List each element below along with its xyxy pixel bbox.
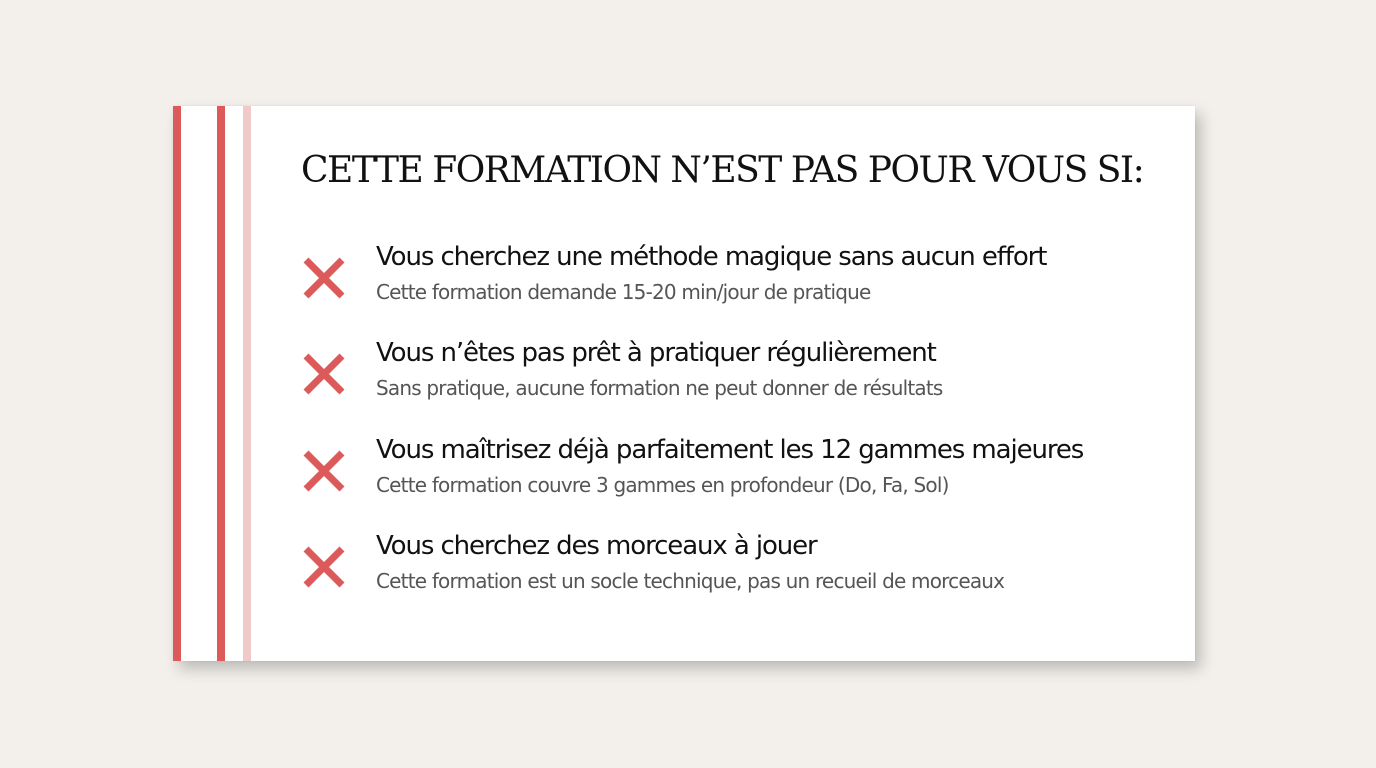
- item-title: Vous cherchez une méthode magique sans aucun effort: [376, 242, 1047, 272]
- item-title: Vous n’êtes pas prêt à pratiquer régulièrement: [376, 338, 936, 368]
- item-subtitle: Sans pratique, aucune formation ne peut donner de résultats: [376, 376, 943, 400]
- item-title: Vous maîtrisez déjà parfaitement les 12 gammes majeures: [376, 435, 1084, 465]
- list-item: [300, 242, 1180, 312]
- info-card: [173, 106, 1195, 661]
- list-item: [300, 435, 1180, 505]
- item-title: Vous cherchez des morceaux à jouer: [376, 531, 817, 561]
- cross-icon: [300, 447, 348, 495]
- item-subtitle: Cette formation couvre 3 gammes en profondeur (Do, Fa, Sol): [376, 473, 949, 497]
- card-title: CETTE FORMATION N’EST PAS POUR VOUS SI:: [301, 150, 1144, 191]
- cross-icon: [300, 254, 348, 302]
- list-item: [300, 338, 1180, 408]
- item-subtitle: Cette formation demande 15-20 min/jour de pratique: [376, 280, 871, 304]
- list-item: [300, 531, 1180, 601]
- accent-stripe-inner: [217, 106, 225, 661]
- accent-stripe-light: [243, 106, 251, 661]
- cross-icon: [300, 350, 348, 398]
- cross-icon: [300, 543, 348, 591]
- item-subtitle: Cette formation est un socle technique, pas un recueil de morceaux: [376, 569, 1005, 593]
- accent-stripe-outer: [173, 106, 181, 661]
